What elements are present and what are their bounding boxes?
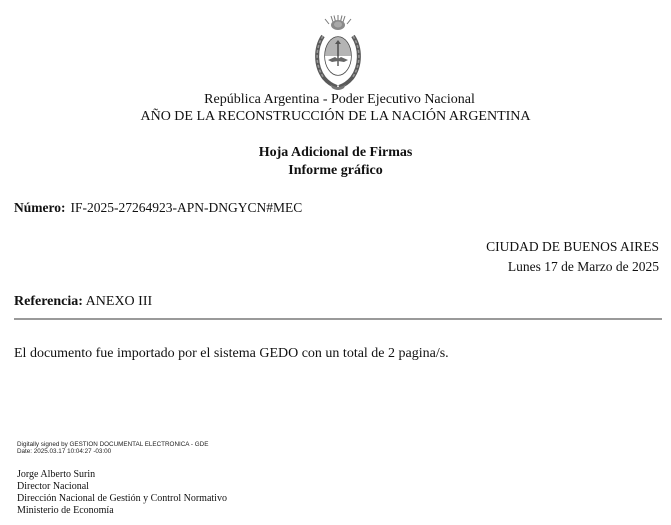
signer-name: Jorge Alberto Surin (17, 469, 96, 480)
signer-block (17, 469, 227, 517)
digital-signature-stamp (17, 441, 208, 456)
digital-signature-date: Date: 2025.03.17 10:04:27 -03:00 (17, 448, 112, 456)
body-text: El documento fue importado por el sistema GEDO con un total de 2 pagina/s. (14, 346, 449, 361)
argentina-coat-of-arms-icon (309, 14, 367, 92)
digital-signature-line: Digitally signed by GESTION DOCUMENTAL ELECTRONICA - GDE (17, 441, 209, 448)
document-number-value: IF-2025-27264923-APN-DNGYCN#MEC (70, 200, 303, 215)
signer-ministry: Ministerio de Economía (17, 505, 114, 516)
reference-label: Referencia: (14, 294, 83, 309)
city: CIUDAD DE BUENOS AIRES (486, 239, 659, 254)
document-title: Hoja Adicional de Firmas (258, 145, 413, 160)
date: Lunes 17 de Marzo de 2025 (507, 259, 659, 274)
document-number-label: Número: (14, 200, 66, 215)
document-number (14, 200, 302, 216)
reference (14, 294, 152, 310)
signer-office: Dirección Nacional de Gestión y Control Normativo (17, 493, 227, 504)
header-year-motto: AÑO DE LA RECONSTRUCCIÓN DE LA NACIÓN ARGENTINA (140, 109, 531, 124)
document-subtitle: Informe gráfico (288, 163, 383, 178)
reference-value: ANEXO III (85, 294, 153, 309)
signer-position: Director Nacional (17, 481, 89, 492)
divider (14, 318, 662, 320)
header-republica: República Argentina - Poder Ejecutivo Nacional (204, 92, 475, 107)
